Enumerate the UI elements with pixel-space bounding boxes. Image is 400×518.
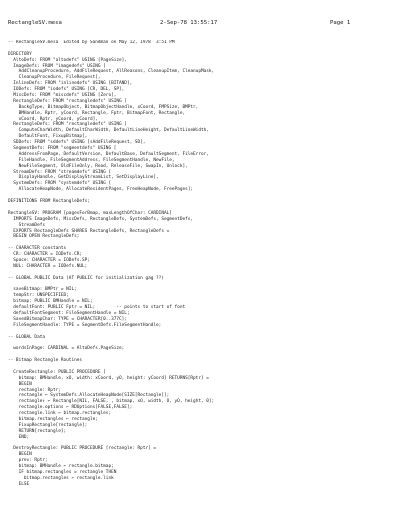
code-line: DestroyRectangle: PUBLIC PROCEDURE [rectangle: Rptr] =	[8, 446, 157, 452]
code-line: Space: CHARACTER = IODefs.SP;	[8, 257, 90, 263]
file-name: RectangleSV.mesa	[8, 20, 62, 26]
code-line: wordsInPage: CARDINAL = AltoDefs.PageSize;	[8, 346, 125, 352]
code-line: SavedBitmapChar: TYPE = CHARACTER[0..377C];	[8, 316, 127, 322]
code-line: BMHandle, Rptr, yCoord, Rectangle, Fptr, BitmapFont, Rectangle,	[8, 110, 186, 116]
code-line: ELSE	[8, 481, 30, 487]
code-line: DefaultFont, FixupBitmap],	[8, 134, 88, 140]
code-line: bitmap.rectangles ← rectangle.link	[8, 475, 114, 481]
code-line: -- CHARACTER constants	[8, 246, 67, 252]
code-line: StreamDefs: FROM "streamdefs" USING [	[8, 169, 112, 175]
code-line: InlineDefs: FROM "inlinedefs" USING [BITAND],	[8, 81, 133, 87]
code-line: -- GLOBAL PUBLIC Data (AT PUBLIC for initialization gag ??)	[8, 275, 164, 281]
code-line: bitmap: BMHandle ← rectangle.bitmap;	[8, 464, 114, 470]
code-line: rectangle↑ ← Rectangle[NIL, FALSE, , bitmap, xO, width, O, yO, height, 0];	[8, 399, 215, 405]
page-number: 1	[346, 20, 351, 26]
code-line: defaultFont: PUBLIC Fptr = NIL; -- points to start of font	[8, 305, 186, 311]
code-line: ComputeCharWidth, DefaultCharWidth, DefaultLineHeight, DefaultLineWidth,	[8, 128, 209, 134]
code-line: bitmap: PUBLIC BMHandle = NIL;	[8, 299, 93, 305]
code-line: saveBitmap: BMPtr = NIL;	[8, 287, 77, 293]
code-line: DIRECTORY	[8, 51, 32, 57]
code-line: FileSegmentHandle: TYPE = SegmentDefs.FileSegmentHandle;	[8, 322, 162, 328]
code-line: RectangleSV: PROGRAM [pagesForBmap, maxLengthOfChar: CARDINAL]	[8, 210, 172, 216]
code-line: DEFINITIONS FROM RectangleDefs;	[8, 199, 90, 205]
code-line: NewFileSegment, OldFileOnly, Read, ReleaseFile, SwapIn, Unlock],	[8, 163, 188, 169]
code-line: CleanupProcedure, FileRequest],	[8, 75, 101, 81]
page-indicator	[330, 20, 350, 27]
code-line: IF bitmap.rectangles = rectangle THEN	[8, 470, 117, 476]
code-line: rectangle ← SystemDefs.AllocateHeapNode[SIZE[Rectangle]];	[8, 393, 170, 399]
code-line: CreateRectangle: PUBLIC PROCEDURE [	[8, 369, 106, 375]
code-line: AddressFromPage, DefaultVersion, DefaultBase, DefaultSegment, FileError,	[8, 151, 209, 157]
code-line: rectangle.link ← bitmap.rectangles;	[8, 411, 112, 417]
code-line: DisplayHandle, GetDisplayStreamList, SetDisplayLine],	[8, 175, 159, 181]
code-line: RectangleDefs: FROM "rectangledefs" USING [	[8, 122, 127, 128]
code-line: IODefs: FROM "iodefs" USING [CR, DEL, SP],	[8, 87, 125, 93]
code-line: BEGIN OPEN RectangleDefs;	[8, 234, 80, 240]
code-line: BackgType, BitmapObject, BitmapObjectHandle, xCoord, FMPSize, BMPtr,	[8, 104, 199, 110]
code-line: StreamDefs	[8, 222, 46, 228]
code-line: defaultFontSegment: FileSegmentHandle = NIL;	[8, 310, 130, 316]
code-line: rectangle: Rptr;	[8, 387, 61, 393]
code-line: FixupRectangle[rectangle];	[8, 422, 88, 428]
code-line: bitmap: BMHandle, xO, width: xCoord, yO, height: yCoord] RETURNS[Rptr] =	[8, 375, 209, 381]
code-line: CR: CHARACTER = IODefs.CR;	[8, 252, 83, 258]
code-line: -- GLOBAL Data	[8, 334, 46, 340]
code-line: -- Bitmap Rectangle Routines	[8, 358, 83, 364]
code-line: bitmap.rectangles ← rectangle;	[8, 417, 98, 422]
code-line: EXPORTS RectangleDefs SHARES RectangleDefs, RectangleDefs =	[8, 228, 170, 234]
code-line: AddCleanupProcedure, AddFileRequest, AllReasons, CleanupItem, CleanupMask,	[8, 69, 215, 75]
code-line: MiscDefs: FROM "miscdefs" USING [Zero],	[8, 93, 117, 99]
code-line: AltoDefs: FROM "altodefs" USING [PageSize],	[8, 57, 127, 63]
code-line: ImageDefs: FROM "imagedefs" USING [	[8, 63, 106, 69]
code-line: BEGIN	[8, 452, 32, 458]
code-line: -- RectangleSV.mesa Edited by Sandman on May 12, 1978 3:51 PM	[8, 40, 175, 45]
code-line: BEGIN	[8, 381, 32, 387]
code-line: tempStr: UNSPECIFIED;	[8, 293, 69, 299]
page-label: Page	[330, 20, 344, 26]
code-line: SDDefs: FROM "sddefs" USING [sAddFileRequest, SD],	[8, 140, 146, 146]
code-line: rectangle.options ← RDOptions[FALSE,FALSE];	[8, 405, 133, 411]
code-line: prev: Rptr;	[8, 458, 48, 464]
source-listing	[8, 40, 394, 488]
code-line: NUL: CHARACTER = IODefs.NUL;	[8, 263, 88, 269]
code-line: AllocateHeapNode, AllocateResidentPages, FreeHeapNode, FreePages];	[8, 187, 194, 193]
code-line: END;	[8, 434, 30, 440]
code-line: xCoord, Rptr, yCoord, yCoord],	[8, 116, 98, 122]
print-timestamp: 2-Sep-78 13:55:17	[160, 20, 218, 26]
code-line: FileHandle, FileSegmentAddress, FileSegmentHandle, NewFile,	[8, 157, 175, 163]
code-line: SystemDefs: FROM "systemdefs" USING [	[8, 181, 112, 187]
code-line: SegmentDefs: FROM "segmentdefs" USING [	[8, 146, 117, 152]
code-line: RETURN[rectangle];	[8, 428, 67, 434]
code-line: IMPORTS ImageDefs, MiscDefs, RectangleDefs, SystemDefs, SegmentDefs,	[8, 216, 194, 222]
code-line: RectangleDefs: FROM "rectangledefs" USING [	[8, 98, 127, 104]
